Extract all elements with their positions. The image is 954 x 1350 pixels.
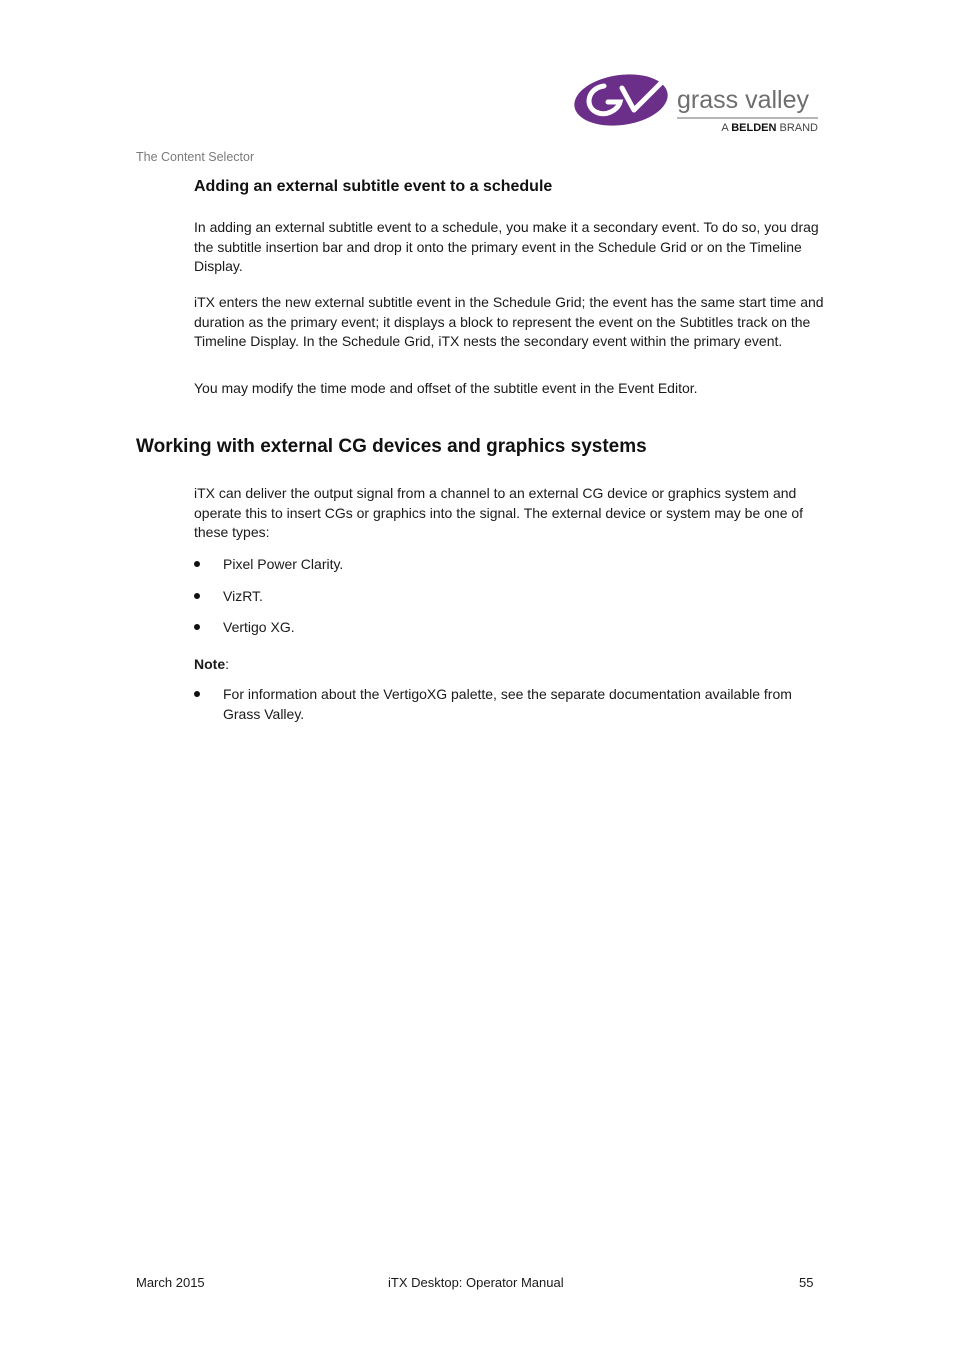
grass-valley-logo-mark xyxy=(574,72,822,136)
svg-text:A BELDEN BRAND: A BELDEN BRAND xyxy=(721,122,818,134)
bullet-icon xyxy=(194,561,200,567)
list-item-text: VizRT. xyxy=(223,588,263,604)
list-item-text: Vertigo XG. xyxy=(223,619,295,635)
svg-text:grass valley: grass valley xyxy=(677,86,809,114)
grass-valley-logo xyxy=(574,72,822,136)
paragraph: In adding an external subtitle event to a schedule, you make it a secondary event. To do so, you drag the subtitle insertion bar and drop it onto the primary event in the Schedule Grid or on the Timeline Display. xyxy=(194,219,819,275)
footer-title: iTX Desktop: Operator Manual xyxy=(388,1275,564,1290)
paragraph: iTX can deliver the output signal from a channel to an external CG device or graphics system and operate this to insert CGs or graphics into the signal. The external device or system may be one of these types: xyxy=(194,485,804,541)
footer-date: March 2015 xyxy=(136,1275,205,1290)
paragraph: iTX enters the new external subtitle event in the Schedule Grid; the event has the same start time and duration as the primary event; it displays a block to represent the event on the Subtitles track on the Timeline Display. In the Schedule Grid, iTX nests the secondary event within the primary event. xyxy=(194,294,824,350)
section-heading-subtitle-event: Adding an external subtitle event to a schedule xyxy=(194,178,553,195)
list-item-text: For information about the VertigoXG palette, see the separate documentation available from Grass Valley. xyxy=(223,686,792,722)
bullet-icon xyxy=(194,691,200,697)
bullet-icon xyxy=(194,624,200,630)
section-heading-cg-devices: Working with external CG devices and graphics systems xyxy=(136,436,647,457)
note-label: Note: xyxy=(194,656,230,672)
running-header: The Content Selector xyxy=(136,150,255,164)
footer-page-number: 55 xyxy=(799,1275,814,1290)
list-item-text: Pixel Power Clarity. xyxy=(223,556,344,572)
bullet-icon xyxy=(194,593,200,599)
paragraph: You may modify the time mode and offset of the subtitle event in the Event Editor. xyxy=(194,380,698,396)
